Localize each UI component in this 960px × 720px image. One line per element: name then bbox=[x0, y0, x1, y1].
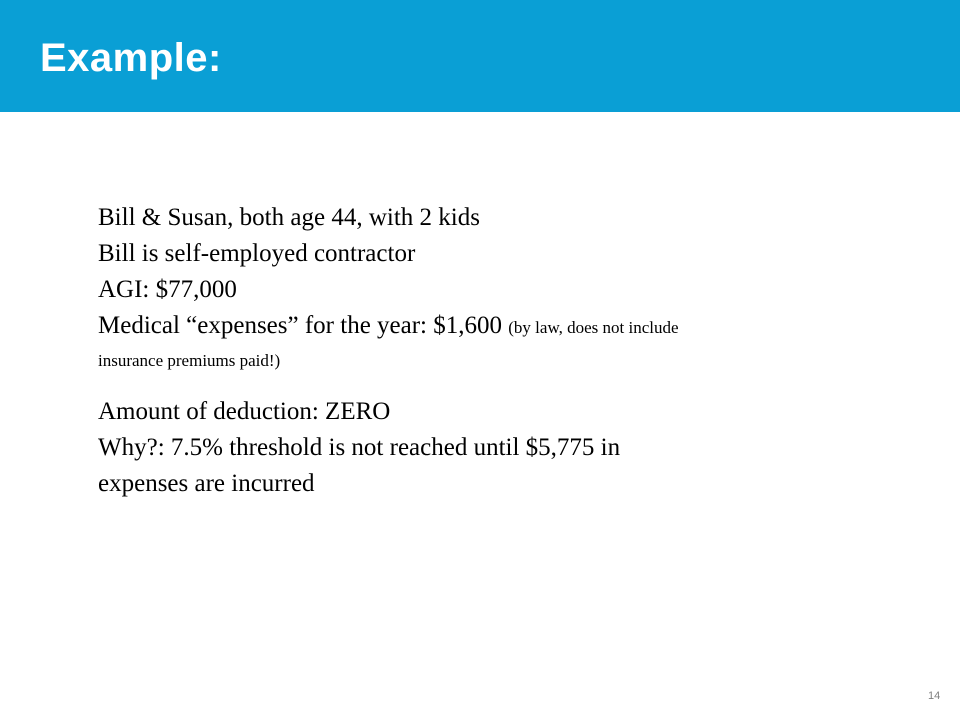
medical-expenses-text: Medical “expenses” for the year: $1,600 bbox=[98, 312, 503, 339]
body-line-medical-expenses bbox=[98, 308, 898, 346]
header-bar bbox=[0, 0, 960, 112]
body-line-occupation: Bill is self-employed contractor bbox=[98, 240, 416, 267]
page-number: 14 bbox=[928, 690, 941, 702]
slide-title: Example: bbox=[40, 36, 222, 80]
slide-body bbox=[98, 200, 898, 502]
body-line-deduction-amount: Amount of deduction: ZERO bbox=[98, 398, 391, 425]
body-line-why: Why?: 7.5% threshold is not reached until $5,775 in bbox=[98, 434, 621, 461]
body-line-family: Bill & Susan, both age 44, with 2 kids bbox=[98, 204, 480, 231]
spacer bbox=[98, 376, 898, 394]
body-line-why-continued: expenses are incurred bbox=[98, 470, 315, 497]
medical-expenses-note-continued: insurance premiums paid!) bbox=[98, 351, 281, 370]
medical-expenses-note: (by law, does not include bbox=[508, 318, 679, 337]
body-line-agi: AGI: $77,000 bbox=[98, 276, 237, 303]
